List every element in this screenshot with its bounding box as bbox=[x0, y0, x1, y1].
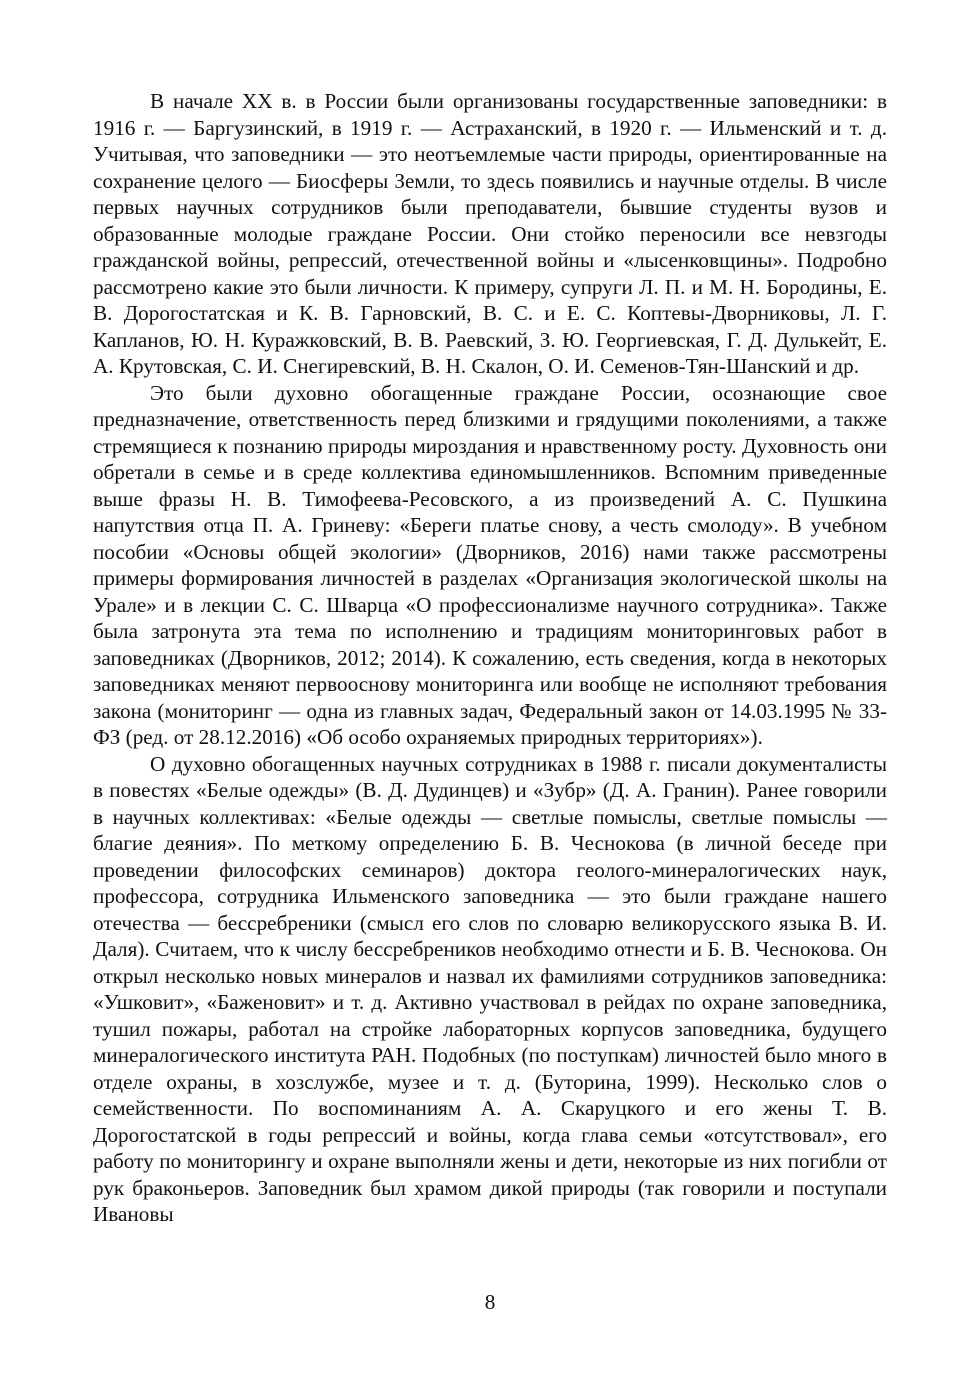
page-body bbox=[93, 88, 887, 1228]
page-number: 8 bbox=[484, 1290, 496, 1314]
paragraph-scientific-staff: О духовно обогащенных научных сотрудниках в 1988 г. писали документалисты в повестях «Белые одежды» (В. Д. Дудинцев) и «Зубр» (Д. А. Гранин). Ранее говорили в научных коллективах: «Белые одежды — светлые помыслы, светлые помыслы — благие деяния». По меткому определению Б. В. Чеснокова (в личной беседе при проведении философских семинаров) доктора геолого-минералогических наук, профессора, сотрудника Ильменского заповедника — это были граждане нашего отечества — бессребреники (смысл его слов по словарю великорусского языка В. И. Даля). Считаем, что к числу бессребреников необходимо отнести и Б. В. Чеснокова. Он открыл несколько новых минералов и назвал их фамилиями сотрудников заповедника: «Ушковит», «Баженовит» и т. д. Активно участвовал в рейдах по охране заповедника, тушил пожары, работал на стройке лабораторных корпусов заповедника, будущего минералогического института РАН. Подобных (по поступкам) личностей было много в отделе охраны, в хозслужбе, музее и т. д. (Буторина, 1999). Несколько слов о семейственности. По воспоминаниям А. А. Скаруцкого и его жены Т. В. Дорогостатской в годы репрессий и войны, когда глава семьи «отсутствовал», его работу по мониторингу и охране выполняли жены и дети, некоторые из них погибли от рук браконьеров. Заповедник был храмом дикой природы (так говорили и поступали Ивановы bbox=[93, 751, 887, 1226]
paragraph-reserves-history: В начале XX в. в России были организованы государственные заповедники: в 1916 г. — Баргузинский, в 1919 г. — Астраханский, в 1920 г. — Ильменский и т. д. Учитывая, что заповедники — это неотъемлемые части природы, ориентированные на сохранение целого — Биосферы Земли, то здесь появились и научные отделы. В числе первых научных сотрудников были преподаватели, бывшие студенты вузов и образованные молодые граждане России. Они стойко переносили все невзгоды гражданской войны, репрессий, отечественной войны и «лысенковщины». Подробно рассмотрено какие это были личности. К примеру, супруги Л. П. и М. Н. Бородины, Е. В. Дорогостатская и К. В. Гарновский, В. С. и Е. С. Коптевы-Дворниковы, Л. Г. Капланов, Ю. Н. Куражковский, В. В. Раевский, З. Ю. Георгиевская, Г. Д. Дулькейт, Е. А. Крутовская, С. И. Снегиревский, В. Н. Скалон, О. И. Семенов-Тян-Шанский и др. bbox=[93, 89, 887, 378]
paragraph-spiritual-citizens: Это были духовно обогащенные граждане России, осознающие свое предназначение, ответственность перед близкими и грядущими поколениями, а также стремящиеся к познанию природы мироздания и нравственному росту. Духовность они обретали в семье и в среде коллектива единомышленников. Вспомним приведенные выше фразы Н. В. Тимофеева-Ресовского, а из произведений А. С. Пушкина напутствия отца П. А. Гриневу: «Береги платье снову, а честь смолоду». В учебном пособии «Основы общей экологии» (Дворников, 2016) нами также рассмотрены примеры формирования личностей в разделах «Организация экологической школы на Урале» и в лекции С. С. Шварца «О профессионализме научного сотрудника». Также была затронута эта тема по исполнению и традициям мониторинговых работ в заповедниках (Дворников, 2012; 2014). К сожалению, есть сведения, когда в некоторых заповедниках меняют первооснову мониторинга или вообще не исполняют требования закона (мониторинг — одна из главных задач, Федеральный закон от 14.03.1995 № 33-ФЗ (ред. от 28.12.2016) «Об особо охраняемых природных территориях»). bbox=[93, 380, 887, 749]
